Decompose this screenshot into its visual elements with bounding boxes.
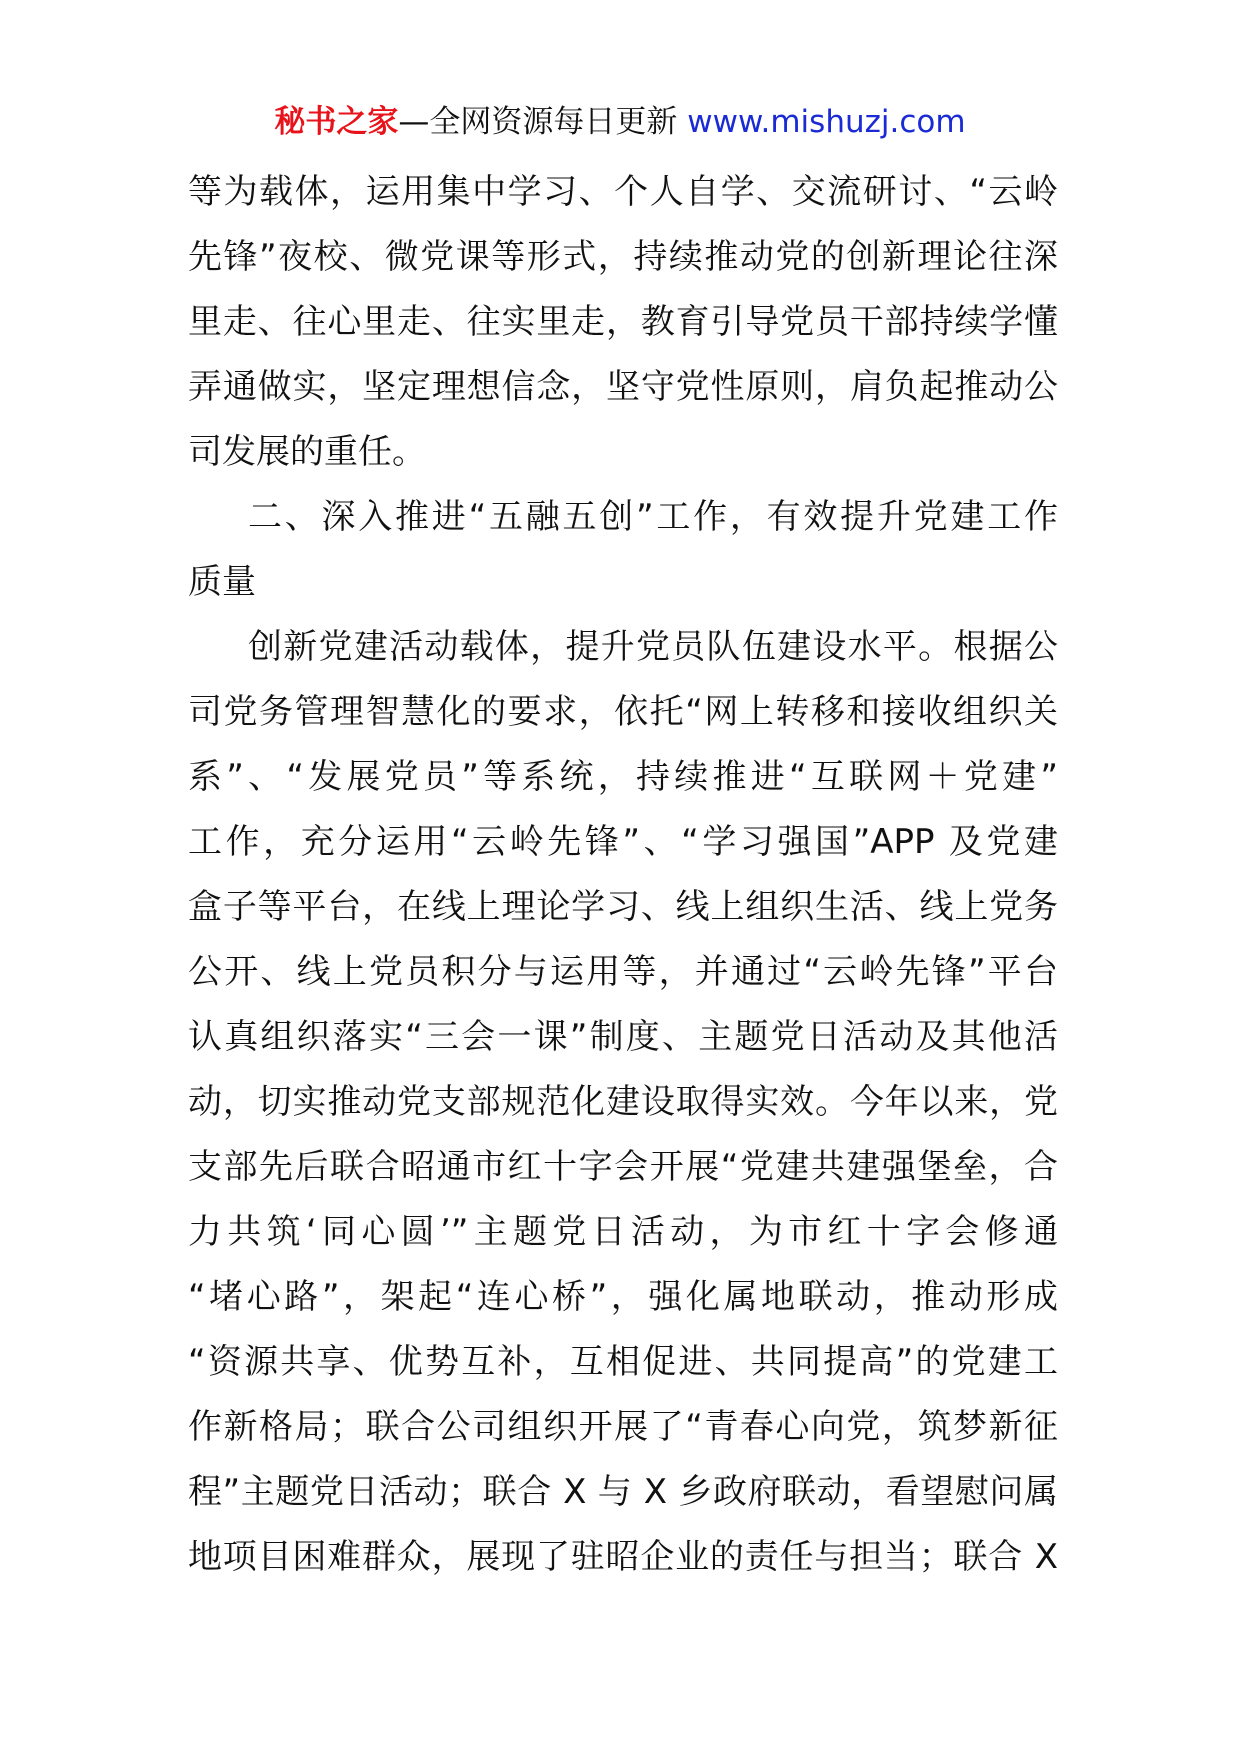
text-line: 先锋”夜校、微党课等形式，持续推动党的创新理论往深 — [188, 237, 1058, 277]
header-tagline: —全网资源每日更新 — [398, 104, 678, 140]
text-line: 盒子等平台，在线上理论学习、线上组织生活、线上党务 — [188, 887, 1058, 927]
text-line: 支部先后联合昭通市红十字会开展“党建共建强堡垒，合 — [188, 1147, 1058, 1187]
text-line: 弄通做实，坚定理想信念，坚守党性原则，肩负起推动公 — [188, 367, 1058, 407]
text-line: 地项目困难群众，展现了驻昭企业的责任与担当；联合 X — [188, 1537, 1058, 1577]
text-line: 系”、“发展党员”等系统，持续推进“互联网＋党建” — [188, 757, 1058, 797]
text-line: 司发展的重任。 — [188, 432, 426, 472]
text-line: 创新党建活动载体，提升党员队伍建设水平。根据公 — [248, 627, 1058, 667]
text-line: 力共筑‘同心圆’”主题党日活动，为市红十字会修通 — [188, 1212, 1058, 1252]
text-line: 公开、线上党员积分与运用等，并通过“云岭先锋”平台 — [188, 952, 1058, 992]
text-line: 里走、往心里走、往实里走，教育引导党员干部持续学懂 — [188, 302, 1058, 342]
text-line: 司党务管理智慧化的要求，依托“网上转移和接收组织关 — [188, 692, 1058, 732]
site-url-link[interactable]: www.mishuzj.com — [687, 104, 966, 140]
text-line: 作新格局；联合公司组织开展了“青春心向党，筑梦新征 — [188, 1407, 1058, 1447]
document-body — [188, 160, 1058, 1590]
paragraph-2 — [188, 615, 1058, 1590]
text-line: 工作，充分运用“云岭先锋”、“学习强国”APP 及党建 — [188, 822, 1058, 862]
text-line: 二、深入推进“五融五创”工作，有效提升党建工作 — [248, 497, 1058, 537]
text-line: 等为载体，运用集中学习、个人自学、交流研讨、“云岭 — [188, 172, 1058, 212]
text-line: 动，切实推动党支部规范化建设取得实效。今年以来，党 — [188, 1082, 1058, 1122]
page-header — [0, 100, 1240, 144]
section-heading — [188, 485, 1058, 615]
text-line: “堵心路”，架起“连心桥”，强化属地联动，推动形成 — [188, 1277, 1058, 1317]
text-line: 程”主题党日活动；联合 X 与 X 乡政府联动，看望慰问属 — [188, 1472, 1058, 1512]
paragraph-1 — [188, 160, 1058, 485]
text-line: 认真组织落实“三会一课”制度、主题党日活动及其他活 — [188, 1017, 1058, 1057]
text-line: “资源共享、优势互补，互相促进、共同提高”的党建工 — [188, 1342, 1058, 1382]
text-line: 质量 — [188, 562, 256, 602]
brand-name: 秘书之家 — [274, 104, 399, 140]
